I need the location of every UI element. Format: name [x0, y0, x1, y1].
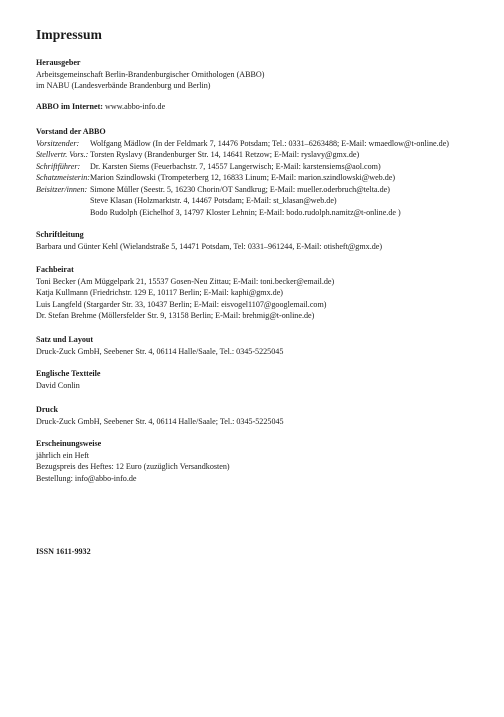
advisor-line: Toni Becker (Am Müggelpark 21, 15537 Gosen-Neu Zittau; E-Mail: toni.becker@email.de) — [36, 276, 335, 286]
section-englisch — [36, 368, 496, 391]
section-vorstand — [36, 126, 496, 218]
publisher-line: Arbeitsgemeinschaft Berlin-Brandenburgischer Ornithologen (ABBO) — [36, 69, 265, 79]
board-member: Marion Szindlowski (Trompeterberg 12, 16833 Linum; E-Mail: marion.szindlowski@web.de) — [90, 173, 396, 182]
advisor-line: Luis Langfeld (Stargarder Str. 33, 10437 Berlin; E-Mail: eisvogel1107@googlemail.com) — [36, 299, 327, 309]
board-row — [36, 149, 496, 161]
advisor-line: Dr. Stefan Brehme (Möllersfelder Str. 9, 13158 Berlin; E-Mail: brehmig@t-online.de) — [36, 311, 315, 320]
layout-line: Druck-Zuck GmbH, Seebener Str. 4, 06114 Halle/Saale, Tel.: 0345-5225045 — [36, 346, 284, 356]
board-member: Simone Müller (Seestr. 5, 16230 Chorin/OT Sandkrug; E-Mail: mueller.oderbruch@telta.de) — [90, 184, 390, 194]
section-heading: Druck — [36, 405, 59, 414]
advisor-line: Katja Kullmann (Friedrichstr. 129 E, 10117 Berlin; E-Mail: kaphi@gmx.de) — [36, 288, 283, 297]
board-member-continued: Bodo Rudolph (Eichelhof 3, 14797 Kloster Lehnin; E-Mail: bodo.rudolph.namitz@t-online.de ) — [90, 207, 401, 217]
board-role: Beisitzer/innen: — [36, 184, 88, 194]
publication-line: Bezugspreis des Heftes: 12 Euro (zuzüglich Versandkosten) — [36, 462, 230, 471]
publication-line: jährlich ein Heft — [36, 450, 90, 460]
board-member: Torsten Ryslavy (Brandenburger Str. 14, 14641 Retzow; E-Mail: ryslavy@gmx.de) — [90, 150, 360, 159]
section-erscheinung — [36, 438, 496, 484]
website-link[interactable]: www.abbo-info.de — [105, 102, 166, 111]
section-heading: Fachbeirat — [36, 265, 74, 274]
board-role: Stellvertr. Vors.: — [36, 150, 89, 159]
board-role: Vorsitzender: — [36, 138, 80, 148]
section-internet — [36, 101, 496, 113]
board-row — [36, 172, 496, 184]
section-heading: Satz und Layout — [36, 335, 94, 344]
section-issn — [36, 546, 496, 558]
board-member: Dr. Karsten Siems (Feuerbachstr. 7, 14557 Langerwisch; E-Mail: karstensiems@aol.com) — [90, 161, 381, 171]
section-schriftleitung — [36, 229, 496, 252]
section-druck — [36, 404, 496, 427]
publisher-line: im NABU (Landesverbände Brandenburg und Berlin) — [36, 81, 211, 90]
section-heading: Herausgeber — [36, 58, 81, 67]
board-role: Schatzmeisterin: — [36, 173, 90, 182]
issn: ISSN 1611-9932 — [36, 547, 91, 556]
editor-line: Barbara und Günter Kehl (Wielandstraße 5, 14471 Potsdam, Tel: 0331–961244, E-Mail: otisheft@gmx.de) — [36, 241, 383, 251]
section-heading: Vorstand der ABBO — [36, 127, 106, 136]
board-row — [36, 161, 496, 173]
internet-label: ABBO im Internet: — [36, 102, 103, 111]
printer-line: Druck-Zuck GmbH, Seebener Str. 4, 06114 Halle/Saale; Tel.: 0345-5225045 — [36, 416, 284, 426]
section-heading: Schriftleitung — [36, 230, 84, 239]
page-title: Impressum — [36, 27, 102, 42]
board-member: Wolfgang Mädlow (In der Feldmark 7, 14476 Potsdam; Tel.: 0331–6263488; E-Mail: wmaedlow@t-online.de) — [90, 138, 450, 148]
section-herausgeber — [36, 57, 496, 92]
publication-line: Bestellung: info@abbo-info.de — [36, 473, 137, 483]
section-heading: Erscheinungsweise — [36, 439, 102, 448]
section-heading: Englische Textteile — [36, 369, 101, 378]
board-member-continued: Steve Klasan (Holzmarktstr. 4, 14467 Potsdam; E-Mail: st_klasan@web.de) — [90, 196, 337, 205]
board-row — [36, 184, 496, 196]
section-fachbeirat — [36, 264, 496, 322]
translator-line: David Conlin — [36, 380, 80, 390]
section-satz — [36, 334, 496, 357]
board-row — [36, 138, 496, 150]
board-role: Schriftführer: — [36, 161, 81, 171]
